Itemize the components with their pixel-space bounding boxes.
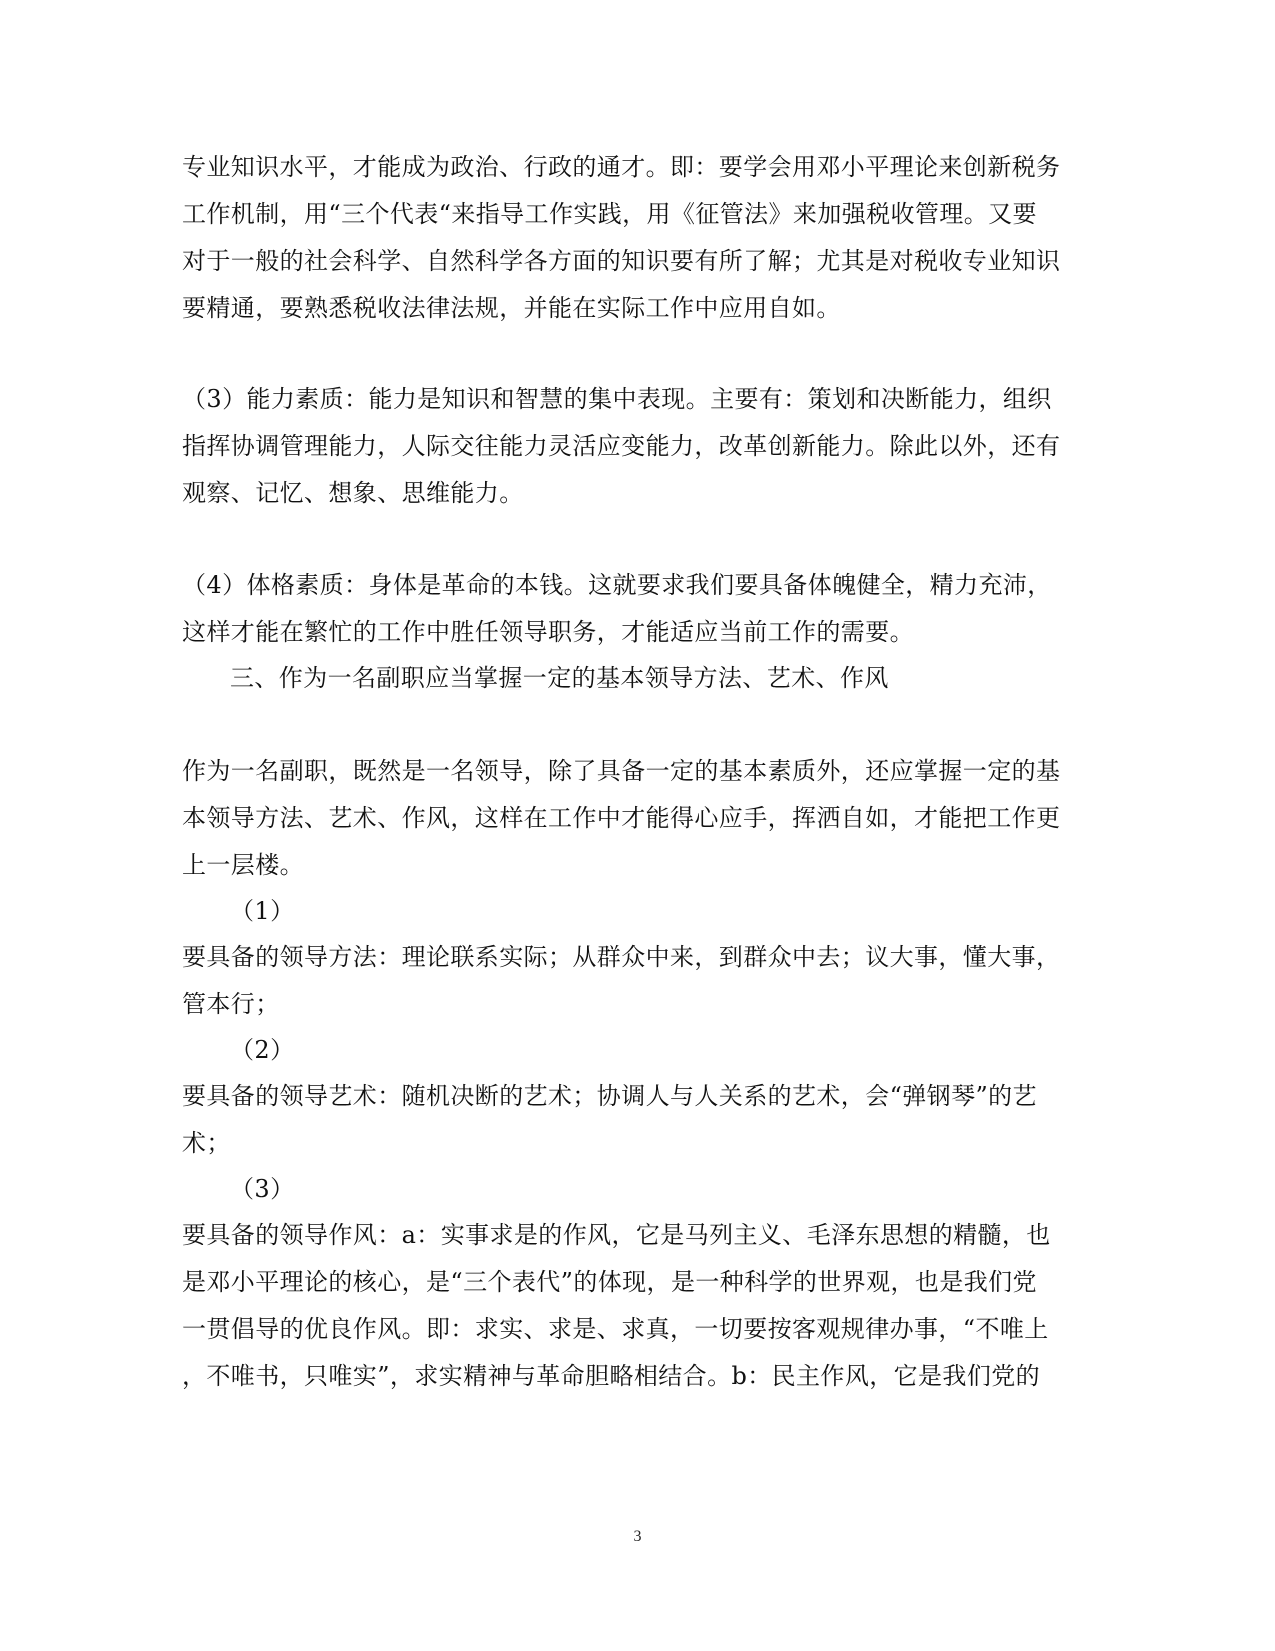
list-marker: （3） bbox=[230, 1175, 295, 1203]
text-line: 工作机制，用“三个代表“来指导工作实践，用《征管法》来加强税收管理。又要 bbox=[182, 200, 1037, 228]
text-line: 一贯倡导的优良作风。即：求实、求是、求真，一切要按客观规律办事，“不唯上 bbox=[182, 1315, 1049, 1343]
text-line: 要具备的领导艺术：随机决断的艺术；协调人与人关系的艺术，会“弹钢琴”的艺 bbox=[182, 1082, 1037, 1110]
text-line: 这样才能在繁忙的工作中胜任领导职务，才能适应当前工作的需要。 bbox=[182, 618, 914, 646]
text-line: （3）能力素质：能力是知识和智慧的集中表现。主要有：策划和决断能力，组织 bbox=[182, 385, 1052, 413]
text-line: 作为一名副职，既然是一名领导，除了具备一定的基本素质外，还应掌握一定的基 bbox=[182, 757, 1061, 785]
text-line: 是邓小平理论的核心，是“三个表代”的体现，是一种科学的世界观，也是我们党 bbox=[182, 1268, 1037, 1296]
text-line: 要具备的领导方法：理论联系实际；从群众中来，到群众中去；议大事，懂大事， bbox=[182, 943, 1061, 971]
text-line: 管本行； bbox=[182, 990, 280, 1018]
text-line: 观察、记忆、想象、思维能力。 bbox=[182, 479, 524, 507]
text-line: 本领导方法、艺术、作风，这样在工作中才能得心应手，挥洒自如，才能把工作更 bbox=[182, 804, 1061, 832]
text-line: （4）体格素质：身体是革命的本钱。这就要求我们要具备体魄健全，精力充沛， bbox=[182, 571, 1052, 599]
text-line: 术； bbox=[182, 1129, 231, 1157]
list-marker: （1） bbox=[230, 897, 295, 925]
section-heading: 三、作为一名副职应当掌握一定的基本领导方法、艺术、作风 bbox=[230, 664, 889, 692]
text-line: 上一层楼。 bbox=[182, 851, 304, 879]
list-marker: （2） bbox=[230, 1036, 295, 1064]
text-line: 指挥协调管理能力，人际交往能力灵活应变能力，改革创新能力。除此以外，还有 bbox=[182, 432, 1061, 460]
text-line: 要具备的领导作风：a：实事求是的作风，它是马列主义、毛泽东思想的精髓，也 bbox=[182, 1221, 1051, 1249]
text-line: ，不唯书，只唯实”，求实精神与革命胆略相结合。b：民主作风，它是我们党的 bbox=[182, 1362, 1041, 1390]
page-number: 3 bbox=[633, 1528, 642, 1545]
text-line: 要精通，要熟悉税收法律法规，并能在实际工作中应用自如。 bbox=[182, 294, 841, 322]
text-line: 专业知识水平，才能成为政治、行政的通才。即：要学会用邓小平理论来创新税务 bbox=[182, 153, 1061, 181]
text-line: 对于一般的社会科学、自然科学各方面的知识要有所了解；尤其是对税收专业知识 bbox=[182, 247, 1061, 275]
